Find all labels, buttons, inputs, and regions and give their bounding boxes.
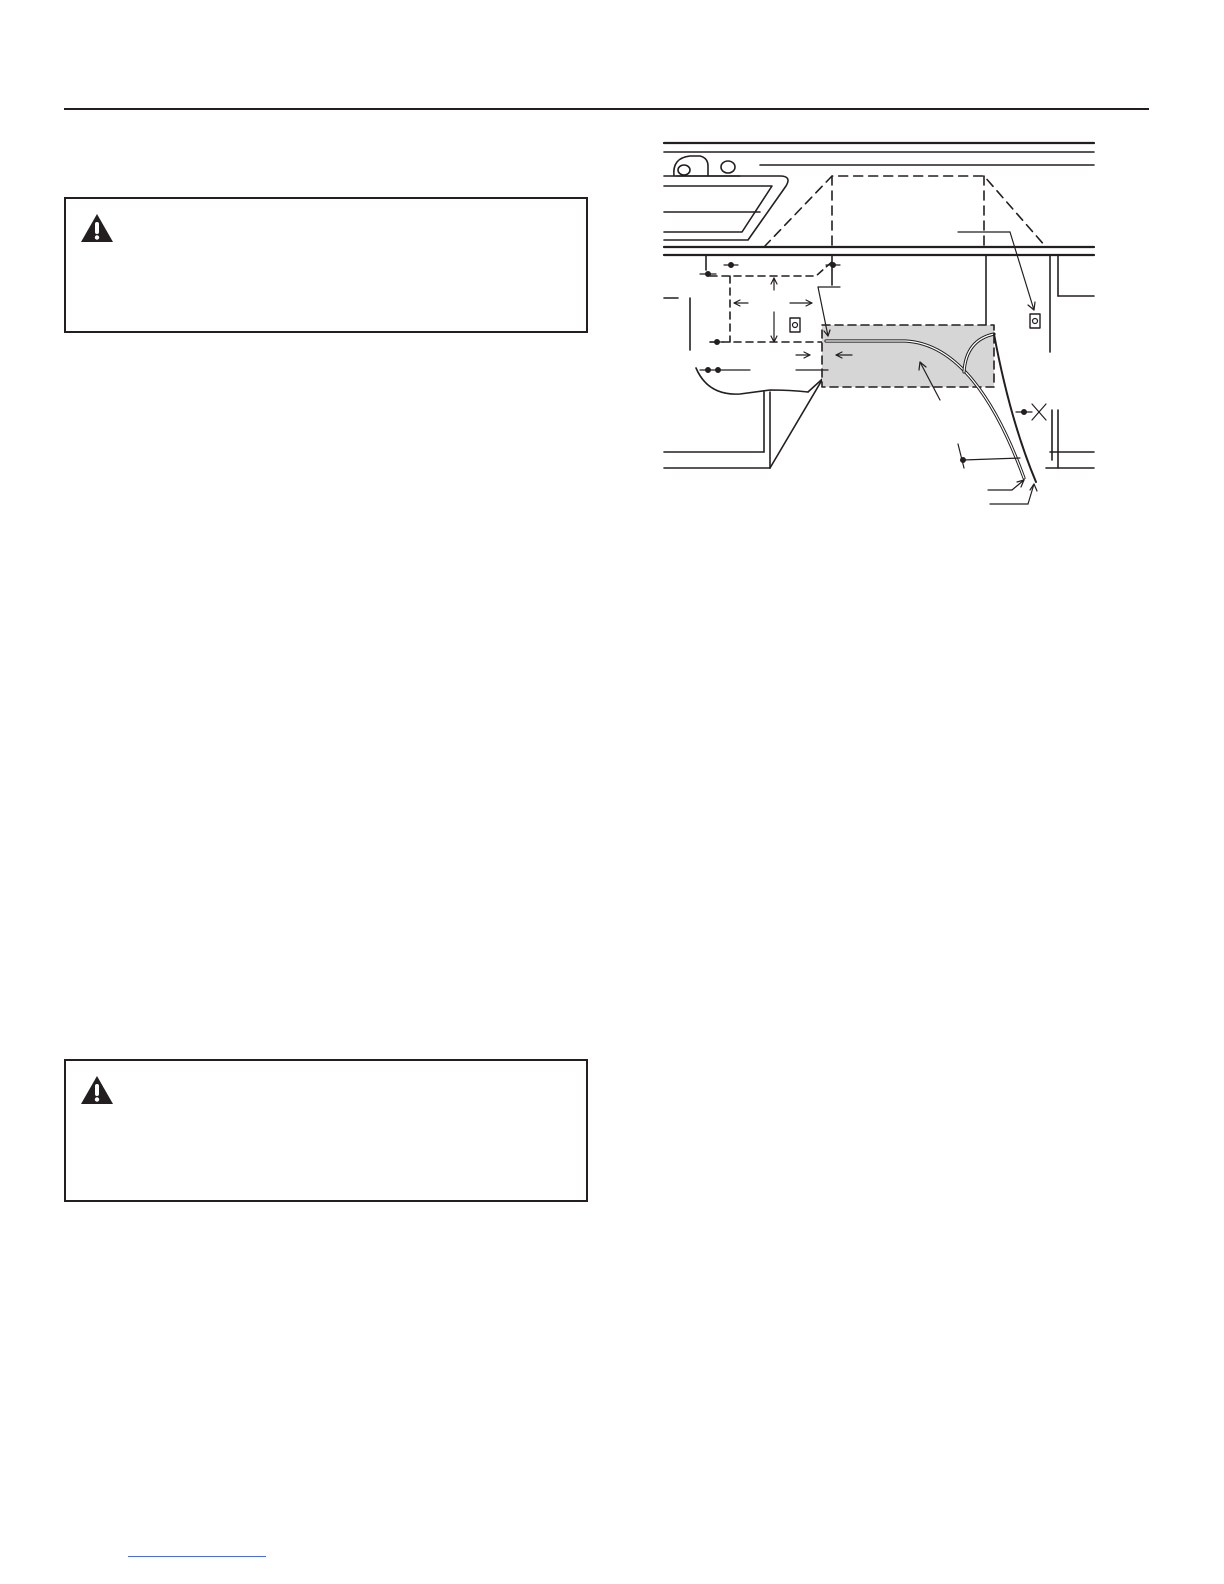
warning-box-top: [64, 197, 588, 333]
installation-diagram: [660, 138, 1100, 510]
warning-box-bottom: [64, 1059, 588, 1202]
footer-link-underline: [128, 1556, 266, 1557]
header-rule: [64, 108, 1149, 110]
warning-triangle-icon: [80, 213, 114, 243]
warning-triangle-icon: [80, 1075, 114, 1105]
